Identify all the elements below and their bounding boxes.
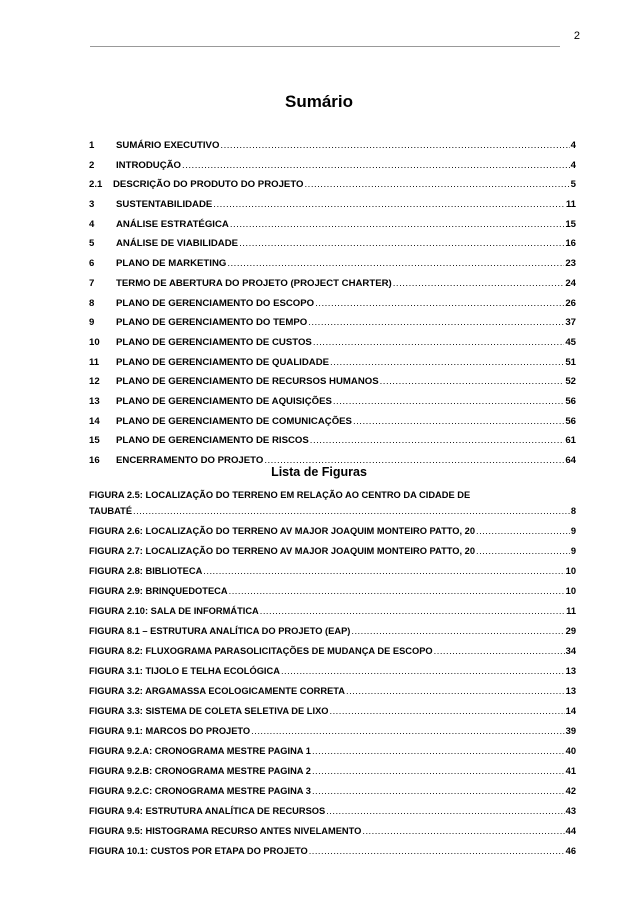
dot-leader: [476, 546, 570, 556]
toc-entry-label: TERMO DE ABERTURA DO PROJETO (PROJECT CHARTER): [116, 277, 392, 289]
toc-entry[interactable]: [89, 337, 576, 357]
figure-entry-label: FIGURA 10.1: CUSTOS POR ETAPA DO PROJETO: [89, 846, 308, 856]
figure-entry-page: 34: [565, 646, 576, 656]
figure-entry[interactable]: [89, 490, 576, 522]
toc-entry-number: 10: [89, 336, 100, 348]
dot-leader: [281, 666, 565, 676]
figures-list: [89, 490, 576, 866]
figure-entry[interactable]: [89, 706, 576, 726]
figure-entry[interactable]: [89, 686, 576, 706]
toc-entry-number: 15: [89, 435, 100, 447]
figure-entry-page: 43: [565, 806, 576, 816]
toc-entry[interactable]: [89, 199, 576, 219]
toc-entry-page: 16: [565, 238, 576, 250]
dot-leader: [351, 626, 564, 636]
toc-entry-label: PLANO DE GERENCIAMENTO DE AQUISIÇÕES: [116, 395, 332, 407]
toc-entry-page: 4: [570, 140, 576, 151]
dot-leader: [312, 786, 565, 796]
figure-entry[interactable]: [89, 566, 576, 586]
toc-entry[interactable]: [89, 179, 576, 199]
toc-entry-number: 6: [89, 258, 95, 270]
dot-leader: [213, 199, 565, 210]
figure-entry-page: 46: [565, 846, 576, 856]
figure-entry-label: FIGURA 2.6: LOCALIZAÇÃO DO TERRENO AV MAJOR JOAQUIM MONTEIRO PATTO, 20: [89, 526, 476, 536]
figure-entry[interactable]: [89, 666, 576, 686]
figure-entry-label: FIGURA 9.5: HISTOGRAMA RECURSO ANTES NIVELAMENTO: [89, 826, 362, 836]
toc-entry[interactable]: [89, 219, 576, 239]
toc-entry-label: SUMÁRIO EXECUTIVO: [116, 140, 220, 151]
figure-entry[interactable]: [89, 646, 576, 666]
figure-entry-page: 44: [565, 826, 576, 836]
toc-entry-label: PLANO DE GERENCIAMENTO DE CUSTOS: [116, 336, 312, 348]
figure-entry-page: 10: [565, 586, 576, 596]
toc-entry-page: 52: [565, 376, 576, 388]
toc-entry-number: 11: [89, 356, 100, 368]
dot-leader: [330, 357, 564, 368]
figure-entry-label: TAUBATÉ: [89, 506, 133, 516]
toc-entry-number: 13: [89, 395, 100, 407]
figure-entry-label: FIGURA 2.9: BRINQUEDOTECA: [89, 586, 228, 596]
dot-leader: [203, 566, 564, 576]
figure-entry[interactable]: [89, 626, 576, 646]
dot-leader: [229, 586, 565, 596]
dot-leader: [333, 396, 564, 407]
figure-entry[interactable]: [89, 546, 576, 566]
figure-entry-label: FIGURA 3.3: SISTEMA DE COLETA SELETIVA DE LIXO: [89, 706, 329, 716]
figure-entry-label: FIGURA 8.2: FLUXOGRAMA PARASOLICITAÇÕES DE MUDANÇA DE ESCOPO: [89, 646, 433, 656]
figure-entry-page: 14: [565, 706, 576, 716]
toc-entry-label: PLANO DE GERENCIAMENTO DE COMUNICAÇÕES: [116, 415, 352, 427]
toc-entry-page: 37: [565, 317, 576, 329]
toc-entry[interactable]: [89, 416, 576, 436]
figure-entry-page: 11: [566, 606, 576, 616]
toc-entry-page: 56: [565, 415, 576, 427]
toc-entry-number: 2: [89, 159, 95, 171]
header-rule: [90, 46, 560, 47]
toc-entry-number: 3: [89, 199, 95, 211]
toc-entry-number: 16: [89, 455, 100, 466]
dot-leader: [312, 746, 565, 756]
toc-entry-label: ANÁLISE ESTRATÉGICA: [116, 218, 229, 230]
dot-leader: [312, 766, 565, 776]
figure-entry[interactable]: [89, 846, 576, 866]
dot-leader: [308, 317, 564, 328]
figure-entry-label: FIGURA 9.2.B: CRONOGRAMA MESTRE PAGINA 2: [89, 766, 311, 776]
toc-entry[interactable]: [89, 160, 576, 180]
page-number: 2: [573, 30, 580, 42]
toc-entry-number: 9: [89, 317, 95, 329]
dot-leader: [346, 686, 565, 696]
dot-leader: [313, 337, 565, 348]
figure-entry-page: 42: [565, 786, 576, 796]
figure-entry-label: FIGURA 9.2.C: CRONOGRAMA MESTRE PAGINA 3: [89, 786, 311, 796]
toc-entry-page: 51: [565, 356, 576, 368]
figure-entry-label: FIGURA 9.2.A: CRONOGRAMA MESTRE PAGINA 1: [89, 746, 311, 756]
toc-entry-page: 11: [565, 199, 576, 211]
figure-entry-label: FIGURA 9.1: MARCOS DO PROJETO: [89, 726, 251, 736]
toc-entry[interactable]: [89, 376, 576, 396]
dot-leader: [380, 376, 565, 387]
toc-entry-label: SUSTENTABILIDADE: [116, 199, 213, 211]
toc-entry[interactable]: [89, 435, 576, 455]
toc-entry-label: PLANO DE MARKETING: [116, 258, 227, 270]
toc-entry-label: ENCERRAMENTO DO PROJETO: [116, 455, 264, 466]
toc-entry-number: 12: [89, 376, 100, 388]
figure-entry[interactable]: [89, 766, 576, 786]
toc-entry-page: 56: [565, 395, 576, 407]
toc-entry-label: INTRODUÇÃO: [116, 159, 182, 171]
dot-leader: [315, 298, 564, 309]
figure-entry-page: 10: [565, 566, 576, 576]
figure-entry-label: FIGURA 2.7: LOCALIZAÇÃO DO TERRENO AV MAJOR JOAQUIM MONTEIRO PATTO, 20: [89, 546, 476, 556]
toc-entry-page: 24: [565, 277, 576, 289]
toc-entry-label: PLANO DE GERENCIAMENTO DE RECURSOS HUMANOS: [116, 376, 379, 388]
figure-entry[interactable]: [89, 826, 576, 846]
figure-entry-label: FIGURA 3.2: ARGAMASSA ECOLOGICAMENTE CORRETA: [89, 686, 346, 696]
dot-leader: [251, 726, 564, 736]
dot-leader: [230, 219, 565, 230]
figure-entry-page: 13: [565, 666, 576, 676]
dot-leader: [304, 179, 569, 190]
page-title: Sumário: [284, 92, 354, 111]
toc-entry-number: 7: [89, 277, 95, 289]
toc-entry-page: 15: [565, 218, 576, 230]
dot-leader: [393, 278, 565, 289]
figure-entry-page: 39: [565, 726, 576, 736]
toc-entry-label: PLANO DE GERENCIAMENTO DE RISCOS: [116, 435, 309, 447]
dot-leader: [476, 526, 570, 536]
toc-entry-page: 5: [570, 179, 576, 191]
toc-entry-number: 8: [89, 297, 95, 309]
figure-entry-label: FIGURA 9.4: ESTRUTURA ANALÍTICA DE RECURSOS: [89, 806, 326, 816]
dot-leader: [260, 606, 565, 616]
figure-entry-label: FIGURA 2.10: SALA DE INFORMÁTICA: [89, 606, 259, 616]
toc-entry[interactable]: [89, 238, 576, 258]
toc-entry[interactable]: [89, 258, 576, 278]
dot-leader: [326, 806, 564, 816]
figure-entry-page: 41: [565, 766, 576, 776]
dot-leader: [309, 846, 565, 856]
figure-entry-page: 8: [570, 506, 576, 516]
toc-entry-label: PLANO DE GERENCIAMENTO DO TEMPO: [116, 317, 308, 329]
figure-entry-label: FIGURA 3.1: TIJOLO E TELHA ECOLÓGICA: [89, 666, 280, 676]
toc-entry-number: 5: [89, 238, 95, 250]
figure-entry-page: 40: [565, 746, 576, 756]
figure-entry-page: 9: [570, 526, 576, 536]
toc-entry-page: 45: [565, 336, 576, 348]
toc-entry-label: PLANO DE GERENCIAMENTO DE QUALIDADE: [116, 356, 330, 368]
dot-leader: [182, 160, 570, 171]
dot-leader: [353, 416, 564, 427]
figure-entry-label-line1: FIGURA 2.5: LOCALIZAÇÃO DO TERRENO EM RELAÇÃO AO CENTRO DA CIDADE DE: [89, 490, 471, 500]
toc-entry-page: 23: [565, 258, 576, 270]
toc-entry-page: 64: [565, 455, 576, 466]
toc-entry-number: 14: [89, 415, 100, 427]
figure-entry[interactable]: [89, 526, 576, 546]
dot-leader: [310, 435, 565, 446]
toc-entry-page: 61: [565, 435, 576, 447]
figure-entry-label: FIGURA 2.8: BIBLIOTECA: [89, 566, 203, 576]
dot-leader: [220, 140, 569, 151]
toc-entry[interactable]: [89, 357, 576, 377]
toc-entry[interactable]: [89, 278, 576, 298]
toc-entry-number: 1: [89, 140, 95, 151]
toc-entry[interactable]: [89, 317, 576, 337]
dot-leader: [239, 238, 564, 249]
dot-leader: [133, 506, 570, 516]
dot-leader: [227, 258, 564, 269]
figures-list-title: Lista de Figuras: [271, 465, 367, 479]
toc-entry-page: 26: [565, 297, 576, 309]
toc-entry-label: PLANO DE GERENCIAMENTO DO ESCOPO: [116, 297, 315, 309]
figure-entry[interactable]: [89, 806, 576, 826]
toc-entry[interactable]: [89, 396, 576, 416]
figure-entry[interactable]: [89, 786, 576, 806]
figure-entry-label: FIGURA 8.1 – ESTRUTURA ANALÍTICA DO PROJETO (EAP): [89, 626, 351, 636]
table-of-contents: [89, 140, 576, 475]
figure-entry-page: 29: [565, 626, 576, 636]
dot-leader: [434, 646, 565, 656]
figure-entry[interactable]: [89, 606, 576, 626]
figure-entry-page: 13: [565, 686, 576, 696]
figure-entry-page: 9: [570, 546, 576, 556]
toc-entry-number: 2.1: [89, 179, 103, 191]
toc-entry[interactable]: [89, 140, 576, 160]
toc-entry-label: DESCRIÇÃO DO PRODUTO DO PROJETO: [113, 179, 304, 191]
toc-entry-label: ANÁLISE DE VIABILIDADE: [116, 238, 239, 250]
toc-entry-page: 4: [570, 159, 576, 171]
figure-entry[interactable]: [89, 726, 576, 746]
figure-entry[interactable]: [89, 586, 576, 606]
dot-leader: [362, 826, 564, 836]
figure-entry[interactable]: [89, 746, 576, 766]
dot-leader: [330, 706, 565, 716]
toc-entry[interactable]: [89, 298, 576, 318]
toc-entry-number: 4: [89, 218, 95, 230]
